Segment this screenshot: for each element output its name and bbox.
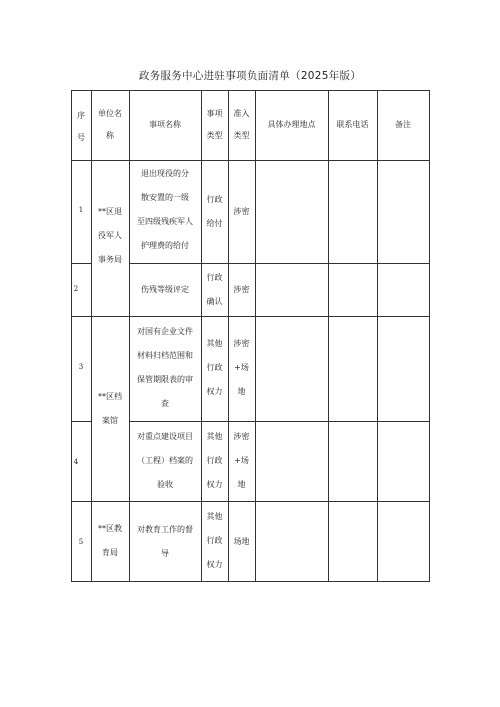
header-no: 序 号 <box>77 111 85 142</box>
unit-cell: **区教 育局 <box>98 524 122 557</box>
header-item-type: 事项 类型 <box>206 109 223 140</box>
access-type-cell: 涉密 +场 地 <box>233 432 250 489</box>
item-type-cell: 其他 行政 权力 <box>206 339 223 396</box>
item-name-cell: 对重点建设项目 （工程）档案的 验收 <box>137 432 193 489</box>
document-title: 政务服务中心进驻事项负面清单（2025年版） <box>138 70 362 82</box>
grid-line <box>377 90 378 582</box>
grid-line <box>129 421 429 422</box>
grid-line <box>71 263 91 264</box>
grid-line <box>71 316 429 317</box>
row-number: 1 <box>78 206 84 214</box>
grid-line <box>71 581 429 582</box>
item-type-cell: 行政 确认 <box>206 273 223 306</box>
grid-line <box>255 90 256 582</box>
negative-list-table <box>71 90 429 582</box>
item-type-cell: 其他 行政 权力 <box>206 432 223 489</box>
item-type-cell: 行政 给付 <box>206 195 223 228</box>
grid-line <box>71 501 429 502</box>
grid-line <box>71 421 91 422</box>
access-type-cell: 涉密 +场 地 <box>233 339 250 396</box>
header-remark: 备注 <box>395 120 411 129</box>
grid-line <box>71 90 429 91</box>
access-type-cell: 涉密 <box>233 207 250 216</box>
header-item-name: 事项名称 <box>149 120 181 129</box>
unit-cell: **区档 案馆 <box>98 392 122 425</box>
row-number: 5 <box>78 538 84 546</box>
item-name-cell: 伤残等级评定 <box>141 285 189 294</box>
row-number: 4 <box>73 458 79 466</box>
item-name-cell: 对国有企业文件 材料归档范围和 保管期限表的审 查 <box>137 327 193 408</box>
unit-cell: **区退 役军人 事务局 <box>98 207 122 264</box>
header-access-type: 准入 类型 <box>233 109 250 140</box>
row-number: 2 <box>73 285 79 293</box>
item-name-cell: 对教育工作的督 导 <box>137 525 193 558</box>
grid-line <box>328 90 329 582</box>
grid-line <box>71 90 72 582</box>
access-type-cell: 场地 <box>233 537 250 546</box>
access-type-cell: 涉密 <box>233 285 250 294</box>
header-phone: 联系电话 <box>336 120 369 129</box>
grid-line <box>91 90 92 582</box>
header-location: 具体办理地点 <box>267 120 316 129</box>
grid-line <box>71 160 429 161</box>
grid-line <box>429 90 430 582</box>
row-number: 3 <box>78 363 84 371</box>
item-type-cell: 其他 行政 权力 <box>206 512 223 569</box>
item-name-cell: 退出现役的分 散安置的一级 至四级残疾军人 护理费的给付 <box>137 169 193 250</box>
grid-line <box>129 263 429 264</box>
header-unit: 单位名 称 <box>98 109 122 140</box>
